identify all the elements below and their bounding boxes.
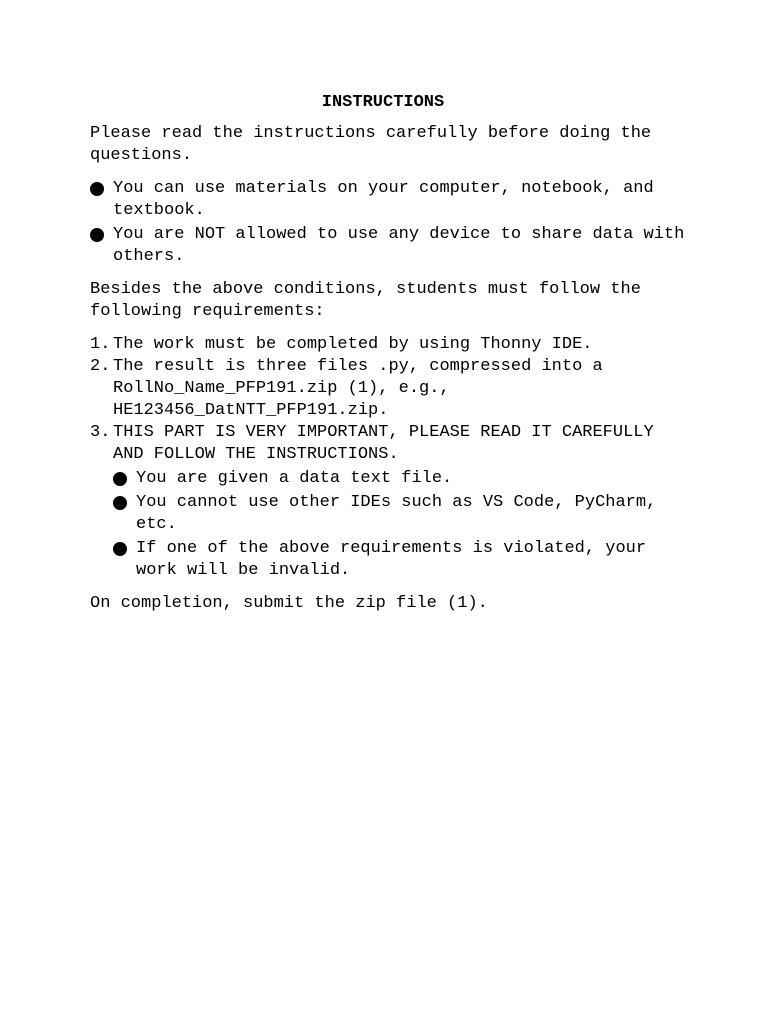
list-number: 3. (90, 423, 111, 442)
bullet-icon (90, 178, 113, 204)
bullet-text: You can use materials on your computer, notebook, and textbook. (113, 179, 654, 220)
list-item (90, 334, 690, 356)
bullet-icon (113, 492, 136, 518)
requirement-text: THIS PART IS VERY IMPORTANT, PLEASE READ IT CAREFULLY AND FOLLOW THE INSTRUCTIONS. (113, 423, 654, 464)
closing-paragraph: On completion, submit the zip file (1). (90, 594, 488, 613)
sub-bullet-list (113, 468, 690, 582)
requirement-text: The result is three files .py, compressed into a RollNo_Name_PFP191.zip (1), e.g., HE123456_DatNTT_PFP191.zip. (113, 357, 603, 420)
list-item (113, 538, 690, 582)
bullet-icon (90, 224, 113, 250)
requirement-text: The work must be completed by using Thonny IDE. (113, 335, 593, 354)
list-item (90, 224, 690, 268)
sub-bullet-text: You cannot use other IDEs such as VS Code, PyCharm, etc. (136, 493, 657, 534)
bullet-icon (113, 468, 136, 494)
list-number: 1. (90, 335, 111, 354)
list-item (90, 178, 690, 222)
list-item (90, 422, 690, 582)
sub-bullet-text: If one of the above requirements is violated, your work will be invalid. (136, 539, 647, 580)
instructions-page (90, 92, 690, 626)
requirements-list (90, 334, 690, 582)
page-title: INSTRUCTIONS (321, 93, 445, 112)
rules-bullet-list (90, 178, 690, 268)
intro-paragraph: Please read the instructions carefully before doing the questions. (90, 124, 652, 165)
bullet-icon (113, 538, 136, 564)
list-number: 2. (90, 357, 111, 376)
sub-bullet-text: You are given a data text file. (136, 469, 453, 488)
conditions-paragraph: Besides the above conditions, students must follow the following requirements: (90, 280, 641, 321)
bullet-text: You are NOT allowed to use any device to share data with others. (113, 225, 685, 266)
list-item (90, 356, 690, 422)
list-item (113, 492, 690, 536)
list-item (113, 468, 690, 490)
